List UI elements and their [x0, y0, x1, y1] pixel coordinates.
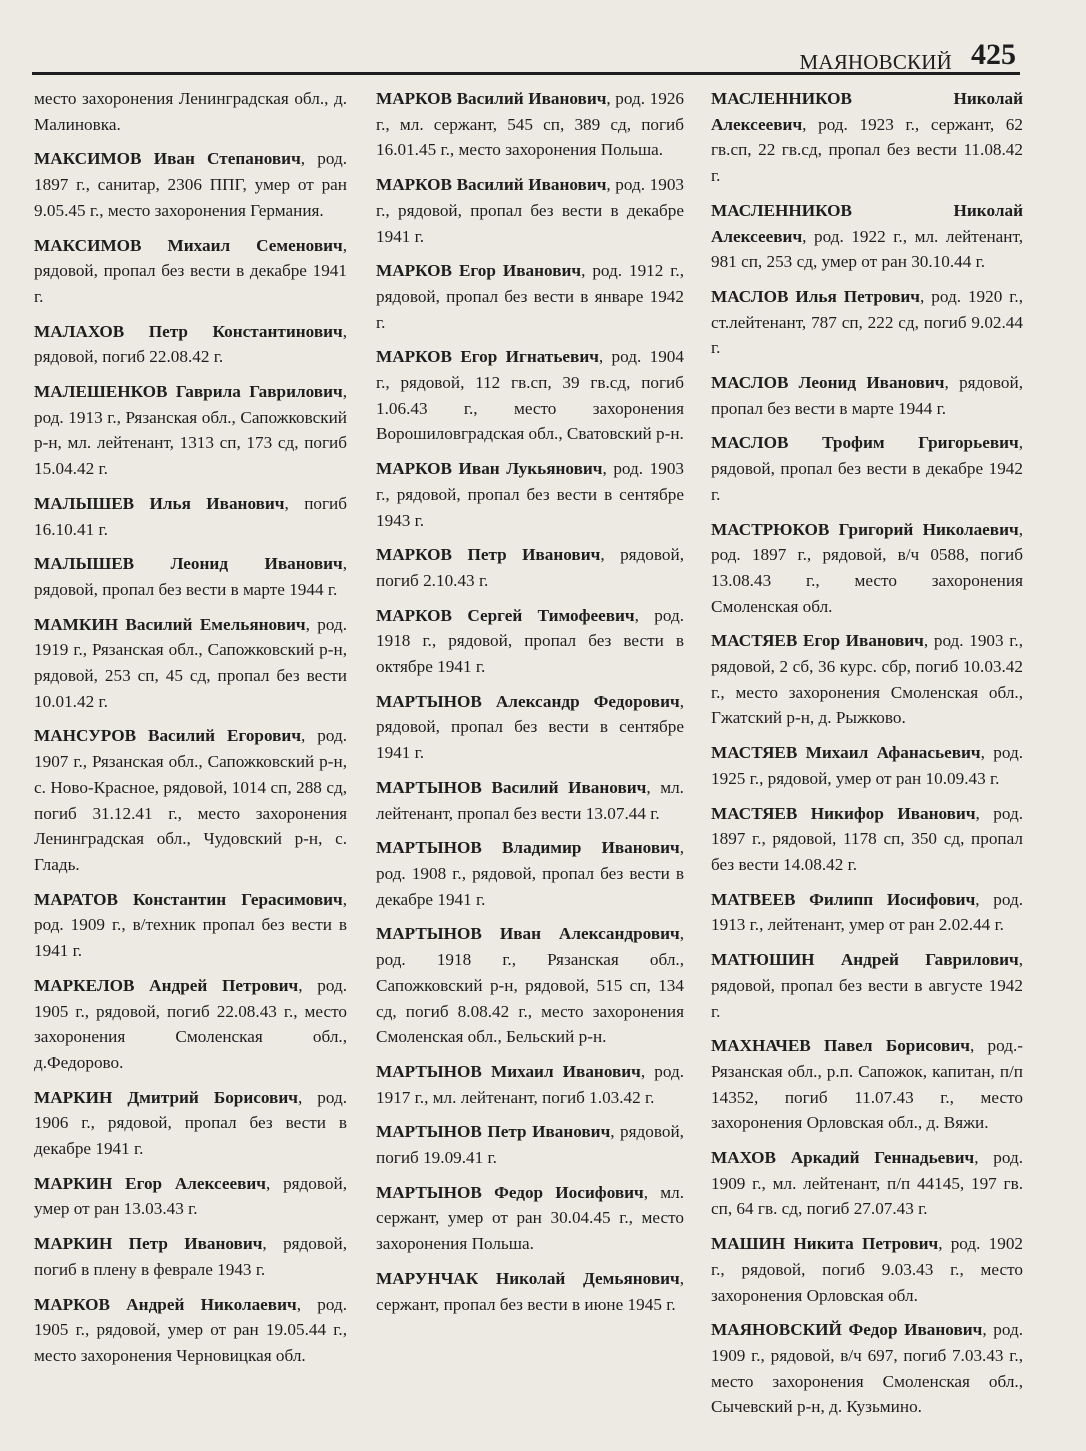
entry: [376, 835, 684, 912]
column-3: [711, 86, 1023, 1416]
entry-text: , род. 1912 г., рядовой, пропал без вести в январе 1942 г.: [376, 261, 684, 332]
entry: [711, 1145, 1023, 1222]
entry-text: , род. 1913 г., Рязанская обл., Сапожковский р-н, мл. лейтенант, 1313 сп, 173 сд, погиб 15.04.42 г.: [34, 382, 347, 479]
entry: [34, 1085, 347, 1162]
entry-text: , мл. лейтенант, пропал без вести 13.07.44 г.: [376, 777, 684, 823]
page-number: 425: [971, 38, 1016, 71]
entry-text: , сержант, пропал без вести в июне 1945 г.: [376, 1268, 684, 1314]
entry-name: МАЯНОВСКИЙ Федор Иванович: [711, 1320, 983, 1340]
entry: [711, 1033, 1023, 1136]
entry-name: МАЛАХОВ Петр Константинович: [34, 321, 343, 341]
entry-name: МАРКОВ Егор Иванович: [376, 261, 582, 281]
entry: [376, 1180, 684, 1257]
entry-name: МАЛЫШЕВ Илья Иванович: [34, 493, 285, 513]
entry-name: МАМКИН Василий Емельянович: [34, 614, 306, 634]
entry: [34, 319, 347, 370]
entry: [34, 887, 347, 964]
entry-text: , род. 1917 г., мл. лейтенант, погиб 1.03.42 г.: [376, 1061, 684, 1107]
entry-text: , род. 1903 г., рядовой, пропал без вести в декабре 1941 г.: [376, 175, 684, 246]
entry-text: , род. 1919 г., Рязанская обл., Сапожковский р-н, рядовой, 253 сп, 45 сд, пропал без вести 10.01.42 г.: [34, 614, 347, 711]
entry-text: , рядовой, пропал без вести в декабре 1942 г.: [711, 433, 1023, 504]
entry: [376, 1059, 684, 1110]
entry: [34, 146, 347, 223]
entry: [711, 740, 1023, 791]
entry-name: МАРКОВ Сергей Тимофеевич: [376, 605, 635, 625]
entry: [711, 198, 1023, 275]
entry-text: , род. 1905 г., рядовой, умер от ран 19.05.44 г., место захоронения Черновицкая обл.: [34, 1294, 347, 1365]
entry-name: МАСТЯЕВ Никифор Иванович: [711, 803, 976, 823]
entry: [376, 921, 684, 1050]
entry-text: , род. 1908 г., рядовой, пропал без вести в декабре 1941 г.: [376, 838, 684, 909]
entry-name: МАРКИН Егор Алексеевич: [34, 1173, 266, 1193]
entry-text: , рядовой, пропал без вести в сентябре 1941 г.: [376, 691, 684, 763]
entry: [711, 430, 1023, 507]
entry-name: МАРКОВ Василий Иванович: [376, 89, 607, 108]
entry: [711, 517, 1023, 620]
entry-name: МАРТЫНОВ Федор Иосифович: [376, 1182, 644, 1202]
entry: [711, 86, 1023, 189]
entry-text: , род. 1907 г., Рязанская обл., Сапожковский р-н, с. Ново-Красное, рядовой, 1014 сп, 288 сд, погиб 31.12.41 г., место захоронения Ленинградская обл., Чудовский р-н, с. Гладь.: [34, 726, 347, 874]
entry-text: , рядовой, погиб 2.10.43 г.: [376, 545, 684, 590]
entry: [34, 1292, 347, 1369]
entry-text: , рядовой, погиб 22.08.42 г.: [34, 321, 347, 367]
entry-name: МАРКОВ Егор Игнатьевич: [376, 347, 599, 367]
entry-text: , род. 1902 г., рядовой, погиб 9.03.43 г., место захоронения Орловская обл.: [711, 1234, 1023, 1305]
entry-name: МАСЛЕННИКОВ Николай Алексеевич: [711, 89, 1023, 134]
entry-name: МАРТЫНОВ Иван Александрович: [376, 924, 680, 944]
entry: [376, 775, 684, 826]
entry: [711, 370, 1023, 421]
entry: [711, 801, 1023, 878]
running-head: МАЯНОВСКИЙ: [799, 50, 952, 74]
entry-name: МАХОВ Аркадий Геннадьевич: [711, 1148, 975, 1168]
entry-text: , род. 1897 г., рядовой, 1178 сп, 350 сд, пропал без вести 14.08.42 г.: [711, 803, 1023, 874]
entry: [711, 628, 1023, 731]
entry-name: МАРКИН Дмитрий Борисович: [34, 1087, 298, 1107]
entry: [376, 258, 684, 335]
entry-text: , рядовой, погиб в плену в феврале 1943 г.: [34, 1234, 347, 1279]
entry-name: МАСТЯЕВ Михаил Афанасьевич: [711, 743, 981, 763]
entry-text: , род. 1909 г., рядовой, в/ч 697, погиб 7.03.43 г., место захоронения Смоленская обл., Сычевский р-н, д. Кузьмино.: [711, 1320, 1023, 1416]
entry-name: МАРКОВ Иван Лукьянович: [376, 459, 603, 479]
entry: [34, 491, 347, 542]
page-header: [32, 38, 1020, 78]
entry-name: МАХНАЧЕВ Павел Борисович: [711, 1036, 970, 1056]
entry-text: , рядовой, пропал без вести в декабре 1941 г.: [34, 235, 347, 306]
entry-name: МАСЛОВ Илья Петрович: [711, 286, 920, 306]
entry: [34, 233, 347, 310]
entry: [376, 603, 684, 680]
entry: [34, 973, 347, 1076]
entry-name: МАСТЯЕВ Егор Иванович: [711, 631, 924, 651]
entry-name: МАРКИН Петр Иванович: [34, 1234, 263, 1254]
column-1: [34, 86, 347, 1416]
entry-name: МАКСИМОВ Иван Степанович: [34, 149, 301, 169]
entry: [376, 172, 684, 249]
entry: [711, 284, 1023, 361]
entry: [376, 542, 684, 593]
entry: [711, 1317, 1023, 1416]
header-rule: [32, 72, 1020, 75]
entry: [376, 86, 684, 163]
entry: [34, 612, 347, 715]
entry: [34, 1231, 347, 1282]
entry-name: МАНСУРОВ Василий Егорович: [34, 726, 302, 746]
entry-text: , род. 1897 г., рядовой, в/ч 0588, погиб 13.08.43 г., место захоронения Смоленская обл.: [711, 519, 1023, 616]
entry-text: , рядовой, погиб 19.09.41 г.: [376, 1122, 684, 1168]
entry-text: , мл. сержант, умер от ран 30.04.45 г., место захоронения Польша.: [376, 1182, 684, 1254]
entry-name: МАЛЕШЕНКОВ Гаврила Гаврилович: [34, 382, 343, 402]
entry: [34, 86, 347, 137]
entry-name: МАРКОВ Василий Иванович: [376, 175, 607, 195]
entry: [34, 551, 347, 602]
entry-text: место захоронения Ленинградская обл., д. Малиновка.: [34, 89, 347, 134]
entry: [376, 1266, 684, 1317]
entry: [376, 689, 684, 766]
entry-name: МАШИН Никита Петрович: [711, 1234, 939, 1254]
entry: [711, 947, 1023, 1024]
entry-text: , рядовой, умер от ран 13.03.43 г.: [34, 1173, 347, 1219]
entry-text: , род. 1925 г., рядовой, умер от ран 10.09.43 г.: [711, 743, 1023, 788]
entry: [34, 1171, 347, 1222]
entry: [376, 344, 684, 447]
entry-text: , род. 1909 г., в/техник пропал без вести в 1941 г.: [34, 889, 347, 961]
entry-name: МАРТЫНОВ Петр Иванович: [376, 1122, 611, 1142]
entry-text: , род. 1906 г., рядовой, пропал без вести в декабре 1941 г.: [34, 1087, 347, 1159]
entry-name: МАСЛОВ Трофим Григорьевич: [711, 433, 1019, 453]
entry-text: , род. 1926 г., мл. сержант, 545 сп, 389 сд, погиб 16.01.45 г., место захоронения Польша.: [376, 89, 684, 160]
entry-name: МАСЛЕННИКОВ Николай Алексеевич: [711, 200, 1023, 246]
entry: [711, 1231, 1023, 1308]
entry: [376, 456, 684, 533]
entry-text: , род. 1922 г., мл. лейтенант, 981 сп, 253 сд, умер от ран 30.10.44 г.: [711, 226, 1023, 272]
entry-name: МАРКОВ Андрей Николаевич: [34, 1294, 297, 1314]
entry: [34, 379, 347, 482]
entry-text: , род. 1923 г., сержант, 62 гв.сп, 22 гв.сд, пропал без вести 11.08.42 г.: [711, 114, 1023, 186]
column-2: [376, 86, 684, 1416]
entry-text: , род. 1903 г., рядовой, 2 сб, 36 курс. сбр, погиб 10.03.42 г., место захоронения Смоленская обл., Гжатский р-н, д. Рыжково.: [711, 631, 1023, 728]
entry-text: , род.- Рязанская обл., р.п. Сапожок, капитан, п/п 14352, погиб 11.07.43 г., место захоронения Орловская обл., д. Вяжи.: [711, 1036, 1023, 1133]
entry-text: , рядовой, пропал без вести в марте 1944 г.: [711, 373, 1023, 418]
entry-text: , погиб 16.10.41 г.: [34, 493, 347, 539]
entry-text: , род. 1920 г., ст.лейтенант, 787 сп, 222 сд, погиб 9.02.44 г.: [711, 286, 1023, 358]
entry-text: , род. 1903 г., рядовой, пропал без вести в сентябре 1943 г.: [376, 459, 684, 530]
entry-text: , род. 1918 г., рядовой, пропал без вести в октябре 1941 г.: [376, 605, 684, 677]
entry-name: МАРКЕЛОВ Андрей Петрович: [34, 975, 299, 995]
entry-name: МАРТЫНОВ Александр Федорович: [376, 691, 680, 711]
entry-text: , род. 1897 г., санитар, 2306 ППГ, умер от ран 9.05.45 г., место захоронения Германия.: [34, 149, 347, 220]
entry-name: МАРТЫНОВ Михаил Иванович: [376, 1061, 641, 1081]
entry-name: МАКСИМОВ Михаил Семенович: [34, 235, 343, 255]
entry-name: МАРТЫНОВ Василий Иванович: [376, 777, 647, 797]
entry-name: МАТВЕЕВ Филипп Иосифович: [711, 889, 976, 909]
entry-name: МАЛЫШЕВ Леонид Иванович: [34, 554, 343, 574]
entry: [34, 723, 347, 877]
entry-text: , род. 1904 г., рядовой, 112 гв.сп, 39 гв.сд, погиб 1.06.43 г., место захоронения Ворошиловградская обл., Сватовский р-н.: [376, 347, 684, 444]
entry-name: МАРТЫНОВ Владимир Иванович: [376, 838, 680, 858]
entry-name: МАРАТОВ Константин Герасимович: [34, 889, 343, 909]
entry: [376, 1119, 684, 1170]
entry-name: МАСЛОВ Леонид Иванович: [711, 373, 945, 393]
entry-text: , рядовой, пропал без вести в августе 1942 г.: [711, 950, 1023, 1021]
entry-text: , род. 1909 г., мл. лейтенант, п/п 44145, 197 гв. сп, 64 гв. сд, погиб 27.07.43 г.: [711, 1148, 1023, 1219]
entry-text: , род. 1913 г., лейтенант, умер от ран 2.02.44 г.: [711, 889, 1023, 935]
entry-name: МАСТРЮКОВ Григорий Николаевич: [711, 519, 1019, 539]
entry-name: МАТЮШИН Андрей Гаврилович: [711, 950, 1019, 970]
entry: [711, 887, 1023, 938]
entry-text: , род. 1905 г., рядовой, погиб 22.08.43 г., место захоронения Смоленская обл., д.Федорово.: [34, 975, 347, 1072]
entry-text: , род. 1918 г., Рязанская обл., Сапожковский р-н, рядовой, 515 сп, 134 сд, погиб 8.08.42 г., место захоронения Смоленская обл., Бельский р-н.: [376, 924, 684, 1047]
entry-text: , рядовой, пропал без вести в марте 1944 г.: [34, 554, 347, 599]
entry-name: МАРКОВ Петр Иванович: [376, 545, 601, 565]
entry-name: МАРУНЧАК Николай Демьянович: [376, 1268, 680, 1288]
